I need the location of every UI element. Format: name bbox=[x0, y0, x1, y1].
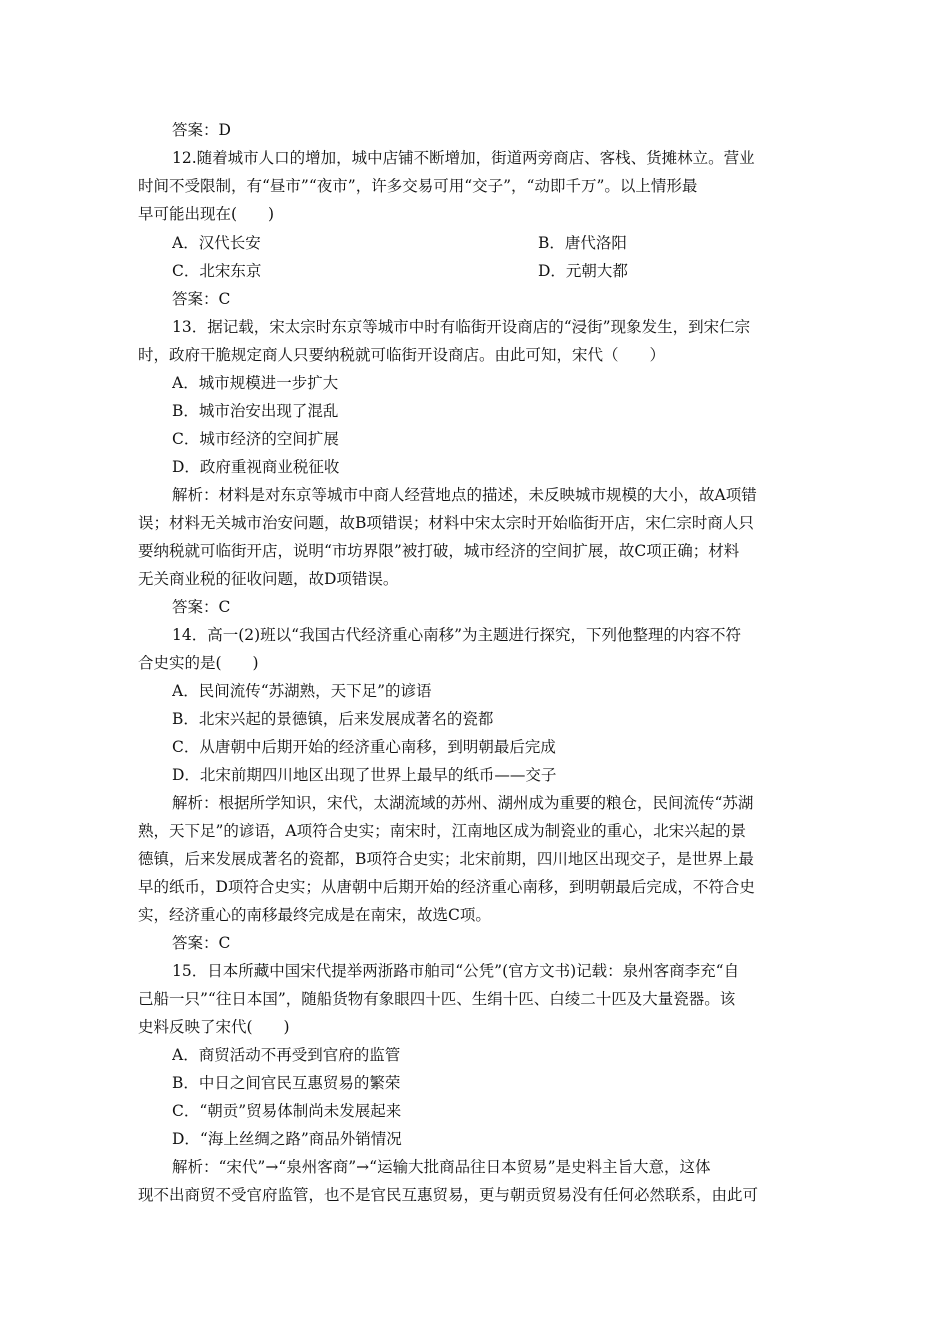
question-13-option-a: A．城市规模进一步扩大 bbox=[172, 374, 339, 392]
question-14-option-b: B．北宋兴起的景德镇，后来发展成著名的瓷都 bbox=[172, 710, 494, 728]
question-12-line-1: 12.随着城市人口的增加，城中店铺不断增加，街道两旁商店、客栈、货摊林立。营业 bbox=[172, 149, 755, 167]
question-13-option-c: C．城市经济的空间扩展 bbox=[172, 430, 339, 448]
question-13-option-b: B．城市治安出现了混乱 bbox=[172, 402, 339, 420]
question-13-line-1: 13．据记载，宋太宗时东京等城市中时有临街开设商店的“浸街”现象发生，到宋仁宗 bbox=[172, 318, 751, 336]
analysis-13-line-3: 要纳税就可临街开店，说明“市坊界限”被打破，城市经济的空间扩展，故C项正确；材料 bbox=[138, 542, 740, 560]
analysis-13-line-4: 无关商业税的征收问题，故D项错误。 bbox=[138, 570, 399, 588]
analysis-15-line-1: 解析：“宋代”→“泉州客商”→“运输大批商品往日本贸易”是史料主旨大意，这体 bbox=[172, 1158, 711, 1176]
analysis-14-line-2: 熟，天下足”的谚语，A项符合史实；南宋时，江南地区成为制瓷业的重心，北宋兴起的景 bbox=[138, 822, 747, 840]
question-14-option-a: A．民间流传“苏湖熟，天下足”的谚语 bbox=[172, 682, 432, 700]
analysis-13-line-2: 误；材料无关城市治安问题，故B项错误；材料中宋太宗时开始临街开店，宋仁宗时商人只 bbox=[138, 514, 754, 532]
question-12-option-c: C．北宋东京 bbox=[172, 262, 262, 280]
question-13-option-d: D．政府重视商业税征收 bbox=[172, 458, 340, 476]
analysis-14-line-5: 实，经济重心的南移最终完成是在南宋，故选C项。 bbox=[138, 906, 491, 924]
question-13-line-2: 时，政府干脆规定商人只要纳税就可临街开设商店。由此可知，宋代（ ） bbox=[138, 346, 666, 364]
answer-12: 答案：C bbox=[172, 290, 231, 308]
analysis-14-line-4: 早的纸币，D项符合史实；从唐朝中后期开始的经济重心南移，到明朝最后完成，不符合史 bbox=[138, 878, 755, 896]
question-15-option-c: C．“朝贡”贸易体制尚未发展起来 bbox=[172, 1102, 402, 1120]
question-15-option-b: B．中日之间官民互惠贸易的繁荣 bbox=[172, 1074, 401, 1092]
question-14-line-1: 14．高一(2)班以“我国古代经济重心南移”为主题进行探究，下列他整理的内容不符 bbox=[172, 626, 742, 644]
answer-11: 答案：D bbox=[172, 121, 231, 139]
question-12-option-d: D．元朝大都 bbox=[538, 262, 628, 280]
answer-14: 答案：C bbox=[172, 934, 231, 952]
analysis-14-line-1: 解析：根据所学知识，宋代，太湖流域的苏州、湖州成为重要的粮仓，民间流传“苏湖 bbox=[172, 794, 754, 812]
analysis-13-line-1: 解析：材料是对东京等城市中商人经营地点的描述，未反映城市规模的大小，故A项错 bbox=[172, 486, 757, 504]
question-12-line-2: 时间不受限制，有“昼市”“夜市”，许多交易可用“交子”，“动即千万”。以上情形最 bbox=[138, 177, 698, 195]
analysis-15-line-2: 现不出商贸不受官府监管，也不是官民互惠贸易，更与朝贡贸易没有任何必然联系，由此可 bbox=[138, 1186, 759, 1204]
question-15-line-2: 己船一只”“往日本国”，随船货物有象眼四十匹、生绢十匹、白绫二十匹及大量瓷器。该 bbox=[138, 990, 736, 1008]
answer-13: 答案：C bbox=[172, 598, 231, 616]
question-14-option-c: C．从唐朝中后期开始的经济重心南移，到明朝最后完成 bbox=[172, 738, 556, 756]
question-15-option-d: D．“海上丝绸之路”商品外销情况 bbox=[172, 1130, 402, 1148]
question-15-line-1: 15．日本所藏中国宋代提举两浙路市舶司“公凭”(官方文书)记载：泉州客商李充“自 bbox=[172, 962, 740, 980]
question-12-line-3: 早可能出现在( ) bbox=[138, 205, 275, 223]
analysis-14-line-3: 德镇，后来发展成著名的瓷都，B项符合史实；北宋前期，四川地区出现交子，是世界上最 bbox=[138, 850, 754, 868]
question-12-option-a: A．汉代长安 bbox=[172, 234, 261, 252]
question-15-option-a: A．商贸活动不再受到官府的监管 bbox=[172, 1046, 401, 1064]
question-14-option-d: D．北宋前期四川地区出现了世界上最早的纸币——交子 bbox=[172, 766, 557, 784]
question-12-option-b: B．唐代洛阳 bbox=[538, 234, 627, 252]
question-14-line-2: 合史实的是( ) bbox=[138, 654, 259, 672]
question-15-line-3: 史料反映了宋代( ) bbox=[138, 1018, 290, 1036]
